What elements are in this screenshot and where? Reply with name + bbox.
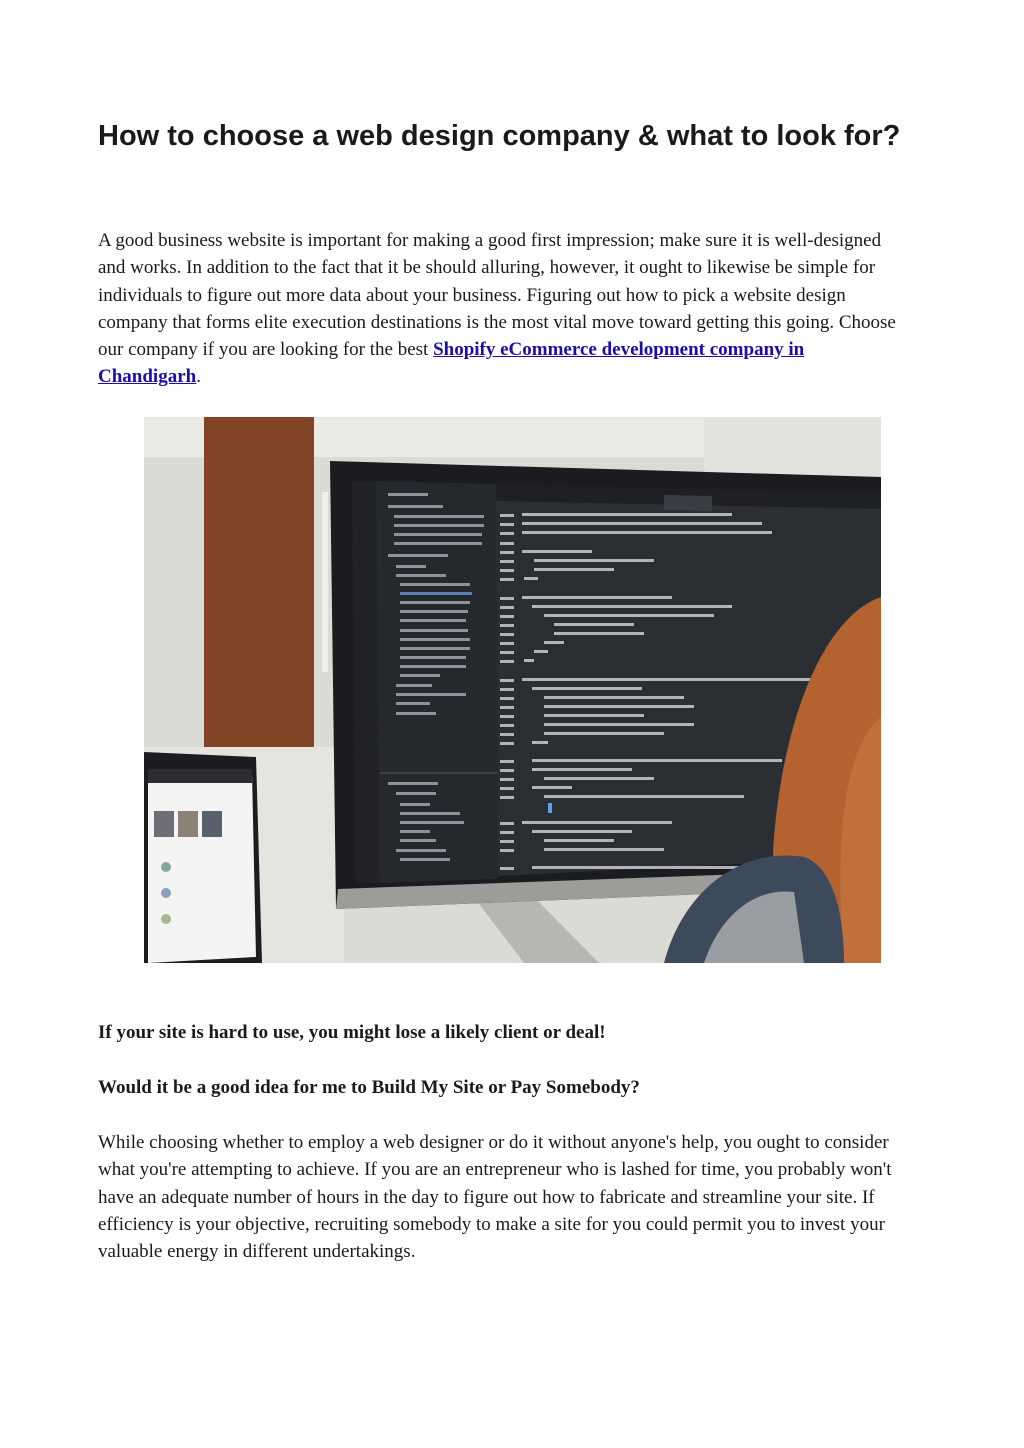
active-tab — [664, 495, 712, 511]
build-or-pay-paragraph: While choosing whether to employ a web designer or do it without anyone's help, you ought to consider what you're attempting to achieve. If you are an entrepreneur who is lashed for time, you probably won't have an adequate number of hours in the day to figure out how to fabricate and streamline your site. If efficiency is your objective, recruiting somebody to make a site for you could permit you to invest your valuable energy in different undertakings. — [98, 1132, 892, 1263]
article-photo — [144, 417, 881, 963]
door-handle — [322, 492, 328, 672]
laptop-thumb-2 — [178, 811, 198, 837]
outline-divider — [380, 772, 498, 774]
section-heading-usability: If your site is hard to use, you might lose a likely client or deal! — [98, 1022, 606, 1043]
section-heading-build-or-pay: Would it be a good idea for me to Build My Site or Pay Somebody? — [98, 1077, 640, 1098]
laptop-thumb-1 — [154, 811, 174, 837]
intro-trailing-period: . — [196, 366, 201, 388]
laptop-avatar-2 — [161, 888, 171, 898]
intro-paragraph — [98, 227, 910, 391]
wood-panel-shade — [204, 417, 314, 747]
text-cursor — [548, 803, 552, 813]
laptop-avatar-3 — [161, 914, 171, 924]
shopify-development-link[interactable]: Shopify eCommerce development company in Chandigarh — [98, 339, 805, 388]
laptop-avatar-1 — [161, 862, 171, 872]
intro-text: A good business website is important for making a good first impression; make sure it is well-designed and works. In addition to the fact that it be should alluring, however, it ought to likewise be simple for individuals to figure out more data about your business. Figuring out how to pick a website design company that forms elite execution destinations is the most vital move toward getting this going. Choose our company if you are looking for the best — [98, 230, 896, 361]
editor-activity-bar — [352, 481, 380, 883]
laptop-toolbar — [148, 769, 252, 783]
office-desk-photo — [144, 417, 881, 963]
laptop-thumb-3 — [202, 811, 222, 837]
page-title: How to choose a web design company & what to look for? — [98, 120, 901, 152]
